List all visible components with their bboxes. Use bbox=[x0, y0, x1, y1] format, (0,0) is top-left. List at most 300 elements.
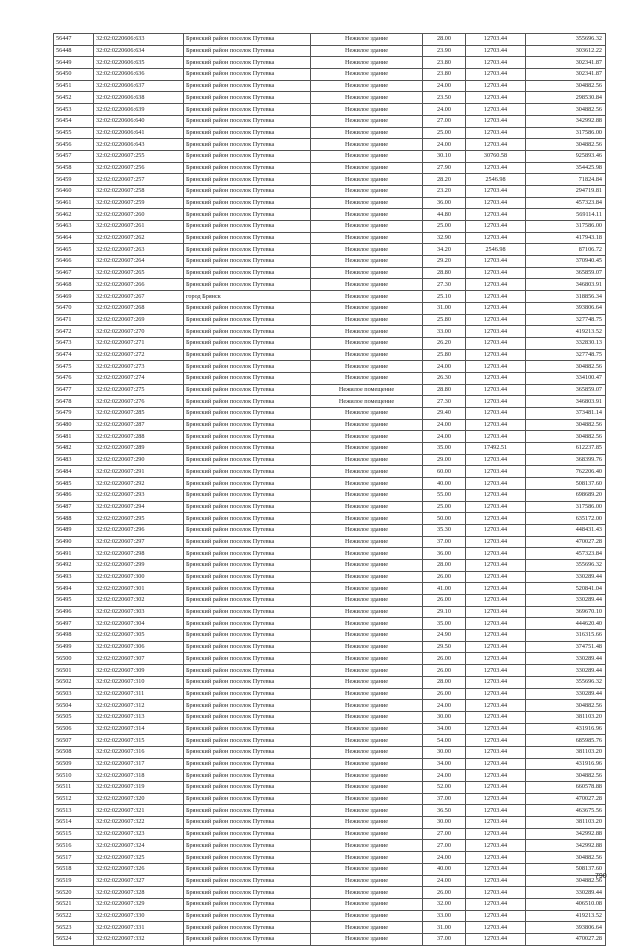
row-number-cell: 56517 bbox=[54, 852, 94, 864]
area-cell: 29.40 bbox=[423, 408, 466, 420]
area-cell: 25.80 bbox=[423, 314, 466, 326]
table-row bbox=[54, 922, 606, 934]
row-number-cell: 56513 bbox=[54, 805, 94, 817]
object-type-cell: Нежилое здание bbox=[311, 723, 423, 735]
cadastral-value-cell: 304882.56 bbox=[526, 875, 606, 887]
cadastral-number-cell: 32:02:0220607:309 bbox=[94, 665, 184, 677]
row-number-cell: 56491 bbox=[54, 548, 94, 560]
address-cell: Брянский район поселок Путевка bbox=[184, 688, 311, 700]
cadastral-number-cell: 32:02:0220607:326 bbox=[94, 863, 184, 875]
cadastral-rate-cell: 12703.44 bbox=[466, 665, 526, 677]
cadastral-rate-cell: 12703.44 bbox=[466, 863, 526, 875]
cadastral-value-cell: 508137.60 bbox=[526, 863, 606, 875]
table-row bbox=[54, 372, 606, 384]
cadastral-value-cell: 354425.98 bbox=[526, 162, 606, 174]
address-cell: Брянский район поселок Путевка bbox=[184, 431, 311, 443]
table-row bbox=[54, 221, 606, 233]
area-cell: 29.50 bbox=[423, 641, 466, 653]
cadastral-value-cell: 304882.56 bbox=[526, 139, 606, 151]
cadastral-value-cell: 470027.28 bbox=[526, 793, 606, 805]
area-cell: 28.00 bbox=[423, 676, 466, 688]
address-cell: Брянский район поселок Путевка bbox=[184, 805, 311, 817]
object-type-cell: Нежилое здание bbox=[311, 69, 423, 81]
cadastral-number-cell: 32:02:0220607:325 bbox=[94, 852, 184, 864]
address-cell: Брянский район поселок Путевка bbox=[184, 384, 311, 396]
row-number-cell: 56524 bbox=[54, 933, 94, 945]
area-cell: 26.00 bbox=[423, 595, 466, 607]
object-type-cell: Нежилое здание bbox=[311, 840, 423, 852]
area-cell: 33.00 bbox=[423, 910, 466, 922]
row-number-cell: 56499 bbox=[54, 641, 94, 653]
object-type-cell: Нежилое здание bbox=[311, 431, 423, 443]
table-row bbox=[54, 653, 606, 665]
row-number-cell: 56463 bbox=[54, 221, 94, 233]
object-type-cell: Нежилое здание bbox=[311, 933, 423, 945]
table-row bbox=[54, 267, 606, 279]
cadastral-rate-cell: 12703.44 bbox=[466, 501, 526, 513]
table-body bbox=[54, 34, 606, 946]
table-row bbox=[54, 524, 606, 536]
row-number-cell: 56482 bbox=[54, 443, 94, 455]
table-row bbox=[54, 641, 606, 653]
cadastral-number-cell: 32:02:0220607:300 bbox=[94, 571, 184, 583]
area-cell: 28.80 bbox=[423, 267, 466, 279]
table-row bbox=[54, 618, 606, 630]
cadastral-value-cell: 304882.56 bbox=[526, 770, 606, 782]
address-cell: Брянский район поселок Путевка bbox=[184, 244, 311, 256]
area-cell: 23.80 bbox=[423, 69, 466, 81]
area-cell: 24.00 bbox=[423, 80, 466, 92]
cadastral-rate-cell: 12703.44 bbox=[466, 618, 526, 630]
cadastral-rate-cell: 12703.44 bbox=[466, 162, 526, 174]
cadastral-number-cell: 32:02:0220607:294 bbox=[94, 501, 184, 513]
page-number: 790 bbox=[595, 873, 607, 880]
cadastral-number-cell: 32:02:0220607:272 bbox=[94, 349, 184, 361]
object-type-cell: Нежилое здание bbox=[311, 501, 423, 513]
object-type-cell: Нежилое здание bbox=[311, 548, 423, 560]
address-cell: Брянский район поселок Путевка bbox=[184, 606, 311, 618]
cadastral-value-cell: 444620.40 bbox=[526, 618, 606, 630]
cadastral-rate-cell: 12703.44 bbox=[466, 852, 526, 864]
object-type-cell: Нежилое здание bbox=[311, 127, 423, 139]
row-number-cell: 56461 bbox=[54, 197, 94, 209]
address-cell: Брянский район поселок Путевка bbox=[184, 361, 311, 373]
address-cell: Брянский район поселок Путевка bbox=[184, 723, 311, 735]
cadastral-value-cell: 302341.87 bbox=[526, 57, 606, 69]
area-cell: 31.00 bbox=[423, 922, 466, 934]
row-number-cell: 56469 bbox=[54, 291, 94, 303]
area-cell: 26.30 bbox=[423, 372, 466, 384]
cadastral-value-cell: 374751.48 bbox=[526, 641, 606, 653]
address-cell: Брянский район поселок Путевка bbox=[184, 326, 311, 338]
cadastral-rate-cell: 12703.44 bbox=[466, 782, 526, 794]
address-cell: Брянский район поселок Путевка bbox=[184, 267, 311, 279]
address-cell: Брянский район поселок Путевка bbox=[184, 548, 311, 560]
address-cell: Брянский район поселок Путевка bbox=[184, 782, 311, 794]
cadastral-number-cell: 32:02:0220607:320 bbox=[94, 793, 184, 805]
cadastral-rate-cell: 12703.44 bbox=[466, 559, 526, 571]
cadastral-value-cell: 470027.28 bbox=[526, 536, 606, 548]
object-type-cell: Нежилое здание bbox=[311, 104, 423, 116]
cadastral-value-cell: 355696.32 bbox=[526, 559, 606, 571]
table-row bbox=[54, 770, 606, 782]
row-number-cell: 56490 bbox=[54, 536, 94, 548]
object-type-cell: Нежилое здание bbox=[311, 735, 423, 747]
cadastral-value-cell: 419213.52 bbox=[526, 910, 606, 922]
address-cell: Брянский район поселок Путевка bbox=[184, 536, 311, 548]
address-cell: Брянский район поселок Путевка bbox=[184, 127, 311, 139]
row-number-cell: 56480 bbox=[54, 419, 94, 431]
row-number-cell: 56515 bbox=[54, 828, 94, 840]
table-row bbox=[54, 665, 606, 677]
table-row bbox=[54, 606, 606, 618]
table-row bbox=[54, 80, 606, 92]
cadastral-rate-cell: 12703.44 bbox=[466, 524, 526, 536]
cadastral-value-cell: 316315.66 bbox=[526, 630, 606, 642]
address-cell: Брянский район поселок Путевка bbox=[184, 641, 311, 653]
cadastral-rate-cell: 12703.44 bbox=[466, 326, 526, 338]
table-row bbox=[54, 910, 606, 922]
address-cell: Брянский район поселок Путевка bbox=[184, 69, 311, 81]
cadastral-number-cell: 32:02:0220607:315 bbox=[94, 735, 184, 747]
address-cell: Брянский район поселок Путевка bbox=[184, 419, 311, 431]
area-cell: 27.00 bbox=[423, 840, 466, 852]
cadastral-number-cell: 32:02:0220607:304 bbox=[94, 618, 184, 630]
cadastral-number-cell: 32:02:0220607:307 bbox=[94, 653, 184, 665]
row-number-cell: 56475 bbox=[54, 361, 94, 373]
row-number-cell: 56471 bbox=[54, 314, 94, 326]
area-cell: 24.00 bbox=[423, 431, 466, 443]
cadastral-rate-cell: 12703.44 bbox=[466, 746, 526, 758]
cadastral-value-cell: 365859.07 bbox=[526, 267, 606, 279]
object-type-cell: Нежилое здание bbox=[311, 805, 423, 817]
address-cell: Брянский район поселок Путевка bbox=[184, 828, 311, 840]
cadastral-rate-cell: 12703.44 bbox=[466, 139, 526, 151]
cadastral-number-cell: 32:02:0220607:273 bbox=[94, 361, 184, 373]
table-row bbox=[54, 676, 606, 688]
row-number-cell: 56485 bbox=[54, 478, 94, 490]
object-type-cell: Нежилое здание bbox=[311, 688, 423, 700]
cadastral-number-cell: 32:02:0220607:275 bbox=[94, 384, 184, 396]
cadastral-number-cell: 32:02:0220607:285 bbox=[94, 408, 184, 420]
row-number-cell: 56518 bbox=[54, 863, 94, 875]
object-type-cell: Нежилое здание bbox=[311, 700, 423, 712]
table-row bbox=[54, 793, 606, 805]
cadastral-value-cell: 368399.76 bbox=[526, 454, 606, 466]
cadastral-number-cell: 32:02:0220607:314 bbox=[94, 723, 184, 735]
row-number-cell: 56449 bbox=[54, 57, 94, 69]
row-number-cell: 56483 bbox=[54, 454, 94, 466]
row-number-cell: 56479 bbox=[54, 408, 94, 420]
table-row bbox=[54, 688, 606, 700]
cadastral-number-cell: 32:02:0220607:323 bbox=[94, 828, 184, 840]
table-row bbox=[54, 209, 606, 221]
area-cell: 24.00 bbox=[423, 700, 466, 712]
address-cell: Брянский район поселок Путевка bbox=[184, 314, 311, 326]
cadastral-value-cell: 346803.91 bbox=[526, 279, 606, 291]
cadastral-rate-cell: 12703.44 bbox=[466, 571, 526, 583]
cadastral-value-cell: 417943.18 bbox=[526, 232, 606, 244]
cadastral-rate-cell: 12703.44 bbox=[466, 641, 526, 653]
row-number-cell: 56504 bbox=[54, 700, 94, 712]
table-row bbox=[54, 431, 606, 443]
area-cell: 34.00 bbox=[423, 723, 466, 735]
area-cell: 30.00 bbox=[423, 746, 466, 758]
address-cell: Брянский район поселок Путевка bbox=[184, 57, 311, 69]
object-type-cell: Нежилое здание bbox=[311, 139, 423, 151]
cadastral-value-cell: 317586.00 bbox=[526, 127, 606, 139]
row-number-cell: 56508 bbox=[54, 746, 94, 758]
cadastral-rate-cell: 12703.44 bbox=[466, 185, 526, 197]
object-type-cell: Нежилое здание bbox=[311, 174, 423, 186]
table-row bbox=[54, 408, 606, 420]
area-cell: 40.00 bbox=[423, 863, 466, 875]
table-row bbox=[54, 817, 606, 829]
table-row bbox=[54, 735, 606, 747]
address-cell: Брянский район поселок Путевка bbox=[184, 408, 311, 420]
area-cell: 60.00 bbox=[423, 466, 466, 478]
object-type-cell: Нежилое здание bbox=[311, 852, 423, 864]
row-number-cell: 56510 bbox=[54, 770, 94, 782]
object-type-cell: Нежилое здание bbox=[311, 361, 423, 373]
table-row bbox=[54, 711, 606, 723]
table-row bbox=[54, 419, 606, 431]
cadastral-rate-cell: 12703.44 bbox=[466, 361, 526, 373]
row-number-cell: 56500 bbox=[54, 653, 94, 665]
cadastral-rate-cell: 12703.44 bbox=[466, 478, 526, 490]
area-cell: 23.80 bbox=[423, 57, 466, 69]
table-row bbox=[54, 396, 606, 408]
cadastral-number-cell: 32:02:0220607:301 bbox=[94, 583, 184, 595]
address-cell: Брянский район поселок Путевка bbox=[184, 735, 311, 747]
address-cell: Брянский район поселок Путевка bbox=[184, 150, 311, 162]
area-cell: 26.00 bbox=[423, 688, 466, 700]
cadastral-rate-cell: 12703.44 bbox=[466, 700, 526, 712]
cadastral-value-cell: 294719.81 bbox=[526, 185, 606, 197]
address-cell: Брянский район поселок Путевка bbox=[184, 34, 311, 46]
row-number-cell: 56467 bbox=[54, 267, 94, 279]
cadastral-rate-cell: 12703.44 bbox=[466, 45, 526, 57]
cadastral-number-cell: 32:02:0220607:263 bbox=[94, 244, 184, 256]
area-cell: 27.30 bbox=[423, 279, 466, 291]
table-row bbox=[54, 92, 606, 104]
table-row bbox=[54, 852, 606, 864]
cadastral-rate-cell: 12703.44 bbox=[466, 279, 526, 291]
row-number-cell: 56462 bbox=[54, 209, 94, 221]
cadastral-number-cell: 32:02:0220607:257 bbox=[94, 174, 184, 186]
table-row bbox=[54, 828, 606, 840]
area-cell: 25.80 bbox=[423, 349, 466, 361]
address-cell: Брянский район поселок Путевка bbox=[184, 372, 311, 384]
object-type-cell: Нежилое здание bbox=[311, 922, 423, 934]
cadastral-number-cell: 32:02:0220607:267 bbox=[94, 291, 184, 303]
table-row bbox=[54, 337, 606, 349]
area-cell: 23.20 bbox=[423, 185, 466, 197]
row-number-cell: 56519 bbox=[54, 875, 94, 887]
row-number-cell: 56450 bbox=[54, 69, 94, 81]
cadastral-value-cell: 457323.84 bbox=[526, 197, 606, 209]
cadastral-rate-cell: 12703.44 bbox=[466, 431, 526, 443]
area-cell: 27.90 bbox=[423, 162, 466, 174]
object-type-cell: Нежилое здание bbox=[311, 80, 423, 92]
object-type-cell: Нежилое здание bbox=[311, 571, 423, 583]
cadastral-rate-cell: 12703.44 bbox=[466, 548, 526, 560]
row-number-cell: 56489 bbox=[54, 524, 94, 536]
object-type-cell: Нежилое здание bbox=[311, 349, 423, 361]
cadastral-rate-cell: 12703.44 bbox=[466, 349, 526, 361]
cadastral-value-cell: 612237.85 bbox=[526, 443, 606, 455]
cadastral-number-cell: 32:02:0220607:296 bbox=[94, 524, 184, 536]
row-number-cell: 56486 bbox=[54, 489, 94, 501]
cadastral-rate-cell: 12703.44 bbox=[466, 630, 526, 642]
cadastral-rate-cell: 12703.44 bbox=[466, 115, 526, 127]
cadastral-rate-cell: 12703.44 bbox=[466, 34, 526, 46]
table-row bbox=[54, 630, 606, 642]
address-cell: Брянский район поселок Путевка bbox=[184, 466, 311, 478]
table-row bbox=[54, 758, 606, 770]
cadastral-number-cell: 32:02:0220607:261 bbox=[94, 221, 184, 233]
cadastral-value-cell: 342992.88 bbox=[526, 828, 606, 840]
address-cell: Брянский район поселок Путевка bbox=[184, 478, 311, 490]
area-cell: 25.00 bbox=[423, 501, 466, 513]
row-number-cell: 56476 bbox=[54, 372, 94, 384]
table-row bbox=[54, 875, 606, 887]
cadastral-value-cell: 304882.56 bbox=[526, 431, 606, 443]
row-number-cell: 56498 bbox=[54, 630, 94, 642]
cadastral-value-cell: 317586.00 bbox=[526, 221, 606, 233]
cadastral-rate-cell: 12703.44 bbox=[466, 209, 526, 221]
area-cell: 25.00 bbox=[423, 127, 466, 139]
cadastral-number-cell: 32:02:0220607:292 bbox=[94, 478, 184, 490]
cadastral-rate-cell: 12703.44 bbox=[466, 805, 526, 817]
cadastral-rate-cell: 12703.44 bbox=[466, 419, 526, 431]
address-cell: Брянский район поселок Путевка bbox=[184, 583, 311, 595]
address-cell: Брянский район поселок Путевка bbox=[184, 232, 311, 244]
area-cell: 50.00 bbox=[423, 513, 466, 525]
cadastral-rate-cell: 12703.44 bbox=[466, 92, 526, 104]
row-number-cell: 56495 bbox=[54, 595, 94, 607]
row-number-cell: 56457 bbox=[54, 150, 94, 162]
object-type-cell: Нежилое здание bbox=[311, 209, 423, 221]
address-cell: Брянский район поселок Путевка bbox=[184, 746, 311, 758]
area-cell: 24.00 bbox=[423, 875, 466, 887]
object-type-cell: Нежилое здание bbox=[311, 898, 423, 910]
address-cell: Брянский район поселок Путевка bbox=[184, 595, 311, 607]
address-cell: Брянский район поселок Путевка bbox=[184, 139, 311, 151]
row-number-cell: 56481 bbox=[54, 431, 94, 443]
cadastral-rate-cell: 12703.44 bbox=[466, 536, 526, 548]
cadastral-number-cell: 32:02:0220607:331 bbox=[94, 922, 184, 934]
cadastral-value-cell: 304882.56 bbox=[526, 852, 606, 864]
object-type-cell: Нежилое здание bbox=[311, 92, 423, 104]
table-row bbox=[54, 232, 606, 244]
table-row bbox=[54, 887, 606, 899]
cadastral-number-cell: 32:02:0220607:291 bbox=[94, 466, 184, 478]
cadastral-number-cell: 32:02:0220607:290 bbox=[94, 454, 184, 466]
area-cell: 30.00 bbox=[423, 817, 466, 829]
address-cell: Брянский район поселок Путевка bbox=[184, 711, 311, 723]
area-cell: 29.10 bbox=[423, 606, 466, 618]
cadastral-number-cell: 32:02:0220607:324 bbox=[94, 840, 184, 852]
area-cell: 29.20 bbox=[423, 256, 466, 268]
cadastral-rate-cell: 12703.44 bbox=[466, 933, 526, 945]
cadastral-number-cell: 32:02:0220607:313 bbox=[94, 711, 184, 723]
cadastral-number-cell: 32:02:0220607:265 bbox=[94, 267, 184, 279]
address-cell: Брянский район поселок Путевка bbox=[184, 279, 311, 291]
object-type-cell: Нежилое здание bbox=[311, 221, 423, 233]
object-type-cell: Нежилое здание bbox=[311, 419, 423, 431]
row-number-cell: 56455 bbox=[54, 127, 94, 139]
address-cell: Брянский район поселок Путевка bbox=[184, 454, 311, 466]
address-cell: Брянский район поселок Путевка bbox=[184, 852, 311, 864]
object-type-cell: Нежилое здание bbox=[311, 466, 423, 478]
address-cell: Брянский район поселок Путевка bbox=[184, 489, 311, 501]
object-type-cell: Нежилое здание bbox=[311, 478, 423, 490]
row-number-cell: 56522 bbox=[54, 910, 94, 922]
address-cell: Брянский район поселок Путевка bbox=[184, 770, 311, 782]
cadastral-value-cell: 317586.00 bbox=[526, 501, 606, 513]
row-number-cell: 56453 bbox=[54, 104, 94, 116]
area-cell: 41.00 bbox=[423, 583, 466, 595]
table-row bbox=[54, 69, 606, 81]
cadastral-value-cell: 355696.32 bbox=[526, 676, 606, 688]
cadastral-table bbox=[53, 33, 606, 946]
object-type-cell: Нежилое здание bbox=[311, 665, 423, 677]
object-type-cell: Нежилое здание bbox=[311, 408, 423, 420]
cadastral-number-cell: 32:02:0220607:298 bbox=[94, 548, 184, 560]
object-type-cell: Нежилое здание bbox=[311, 267, 423, 279]
table-row bbox=[54, 127, 606, 139]
cadastral-number-cell: 32:02:0220607:321 bbox=[94, 805, 184, 817]
cadastral-number-cell: 32:02:0220607:289 bbox=[94, 443, 184, 455]
row-number-cell: 56472 bbox=[54, 326, 94, 338]
object-type-cell: Нежилое здание bbox=[311, 817, 423, 829]
object-type-cell: Нежилое здание bbox=[311, 45, 423, 57]
object-type-cell: Нежилое здание bbox=[311, 326, 423, 338]
table-row bbox=[54, 384, 606, 396]
area-cell: 26.20 bbox=[423, 337, 466, 349]
object-type-cell: Нежилое здание bbox=[311, 150, 423, 162]
table-row bbox=[54, 863, 606, 875]
table-row bbox=[54, 595, 606, 607]
table-row bbox=[54, 700, 606, 712]
cadastral-value-cell: 406510.08 bbox=[526, 898, 606, 910]
row-number-cell: 56516 bbox=[54, 840, 94, 852]
table-row bbox=[54, 454, 606, 466]
row-number-cell: 56488 bbox=[54, 513, 94, 525]
address-cell: Брянский район поселок Путевка bbox=[184, 910, 311, 922]
table-row bbox=[54, 583, 606, 595]
cadastral-rate-cell: 12703.44 bbox=[466, 723, 526, 735]
cadastral-rate-cell: 12703.44 bbox=[466, 302, 526, 314]
area-cell: 25.00 bbox=[423, 221, 466, 233]
cadastral-value-cell: 304882.56 bbox=[526, 419, 606, 431]
object-type-cell: Нежилое здание bbox=[311, 57, 423, 69]
address-cell: Брянский район поселок Путевка bbox=[184, 302, 311, 314]
object-type-cell: Нежилое здание bbox=[311, 746, 423, 758]
object-type-cell: Нежилое здание bbox=[311, 711, 423, 723]
cadastral-value-cell: 457323.84 bbox=[526, 548, 606, 560]
address-cell: Брянский район поселок Путевка bbox=[184, 337, 311, 349]
cadastral-value-cell: 330289.44 bbox=[526, 688, 606, 700]
cadastral-value-cell: 342992.88 bbox=[526, 840, 606, 852]
row-number-cell: 56523 bbox=[54, 922, 94, 934]
cadastral-number-cell: 32:02:0220606:643 bbox=[94, 139, 184, 151]
area-cell: 31.00 bbox=[423, 302, 466, 314]
area-cell: 32.90 bbox=[423, 232, 466, 244]
address-cell: Брянский район поселок Путевка bbox=[184, 817, 311, 829]
row-number-cell: 56474 bbox=[54, 349, 94, 361]
